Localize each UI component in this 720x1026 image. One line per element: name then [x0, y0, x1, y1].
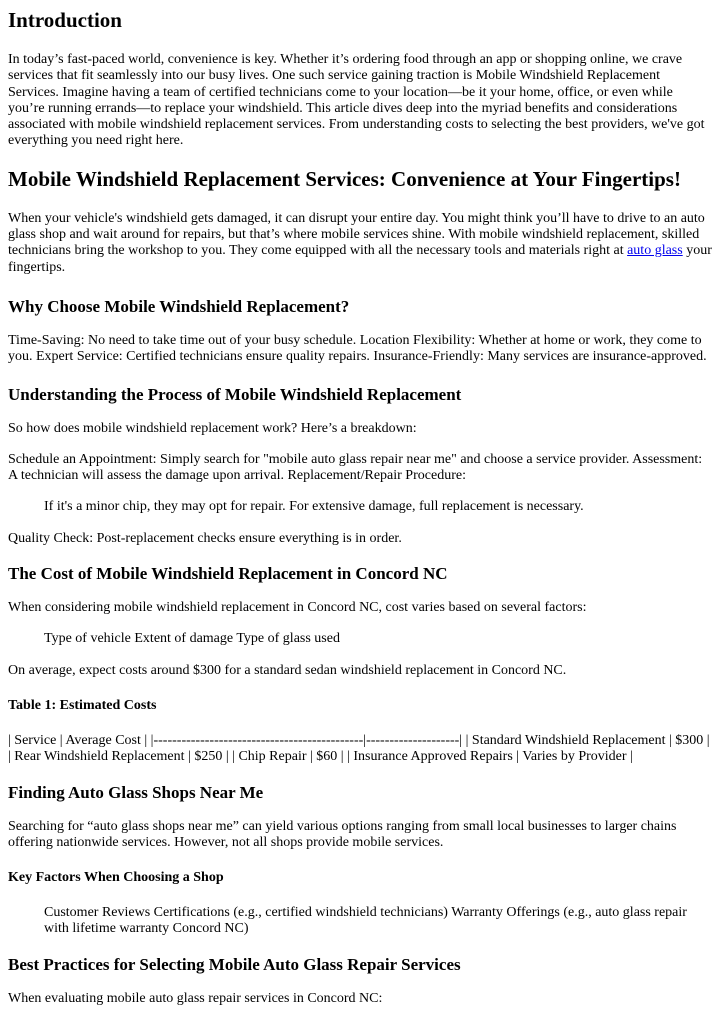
best-practices-paragraph: When evaluating mobile auto glass repair services in Concord NC: [8, 990, 383, 1006]
auto-glass-link[interactable]: auto glass [627, 243, 683, 259]
main-paragraph-text-after: your fingertips. [8, 243, 712, 275]
intro-paragraph: In today’s fast-paced world, convenience is key. Whether it’s ordering food through an app or shopping online, we crave services that fit seamlessly into our busy lives. One such service gaining traction is Mobile Windshield Replacement Services. Imagine having a team of certified technicians come to your location—be it your home, office, or even while you’re running errands—to replace your windshield. This article dives deep into the myriad benefits and considerations associated with mobile windshield replacement services. From understanding costs to selecting the best providers, we've got everything you need right here. [8, 52, 705, 149]
why-paragraph: Time-Saving: No need to take time out of your busy schedule. Location Flexibility: Whether at home or work, they come to you. Expert Service: Certified technicians ensure quality repairs. Insurance-Friendly: Many services are insurance-approved. [8, 332, 707, 365]
process-paragraph-quality: Quality Check: Post-replacement checks ensure everything is in order. [8, 530, 402, 546]
shops-paragraph: Searching for “auto glass shops near me” can yield various options ranging from small local businesses to larger chains offering nationwide services. However, not all shops provide mobile services. [8, 818, 677, 850]
main-heading: Mobile Windshield Replacement Services: Convenience at Your Fingertips! [8, 166, 681, 191]
process-paragraph-steps: Schedule an Appointment: Simply search for "mobile auto glass repair near me" and choose a service provider. Assessment: A technician will assess the damage upon arrival. Replacement/Repair Procedure: [8, 451, 703, 484]
factors-list: Customer Reviews Certifications (e.g., certified windshield technicians) Warranty Offerings (e.g., auto glass repair with lifetime warranty Concord NC) [44, 905, 687, 937]
why-heading: Why Choose Mobile Windshield Replacement? [8, 296, 350, 316]
table-heading: Table 1: Estimated Costs [8, 697, 157, 713]
cost-paragraph-factors: When considering mobile windshield replacement in Concord NC, cost varies based on several factors: [8, 600, 587, 616]
process-paragraph-intro: So how does mobile windshield replacement work? Here’s a breakdown: [8, 420, 417, 436]
process-repair-note: If it's a minor chip, they may opt for repair. For extensive damage, full replacement is necessary. [44, 499, 584, 515]
best-practices-heading: Best Practices for Selecting Mobile Auto Glass Repair Services [8, 954, 461, 974]
cost-heading: The Cost of Mobile Windshield Replacement in Concord NC [8, 564, 448, 584]
factors-heading: Key Factors When Choosing a Shop [8, 870, 224, 886]
cost-paragraph-average: On average, expect costs around $300 for a standard sedan windshield replacement in Concord NC. [8, 662, 567, 678]
main-paragraph [8, 211, 712, 276]
article [0, 8, 720, 1007]
cost-table-raw: | Service | Average Cost | |---------------------------------------------|--------------------| | Standard Windshield Replacement | $300 | | Rear Windshield Replacement | $250 | | Chip Repair | $60 | | Insurance Approved Repairs | Varies by Provider | [8, 732, 710, 765]
cost-factors-list: Type of vehicle Extent of damage Type of glass used [44, 631, 340, 647]
intro-heading: Introduction [8, 8, 122, 32]
shops-heading: Finding Auto Glass Shops Near Me [8, 782, 264, 802]
process-heading: Understanding the Process of Mobile Windshield Replacement [8, 384, 462, 404]
main-paragraph-text-before: When your vehicle's windshield gets damaged, it can disrupt your entire day. You might think you’ll have to drive to an auto glass shop and wait around for repairs, but that’s where mobile services shine. With mobile windshield replacement, skilled technicians bring the workshop to you. They come equipped with all the necessary tools and materials right at [8, 210, 705, 259]
